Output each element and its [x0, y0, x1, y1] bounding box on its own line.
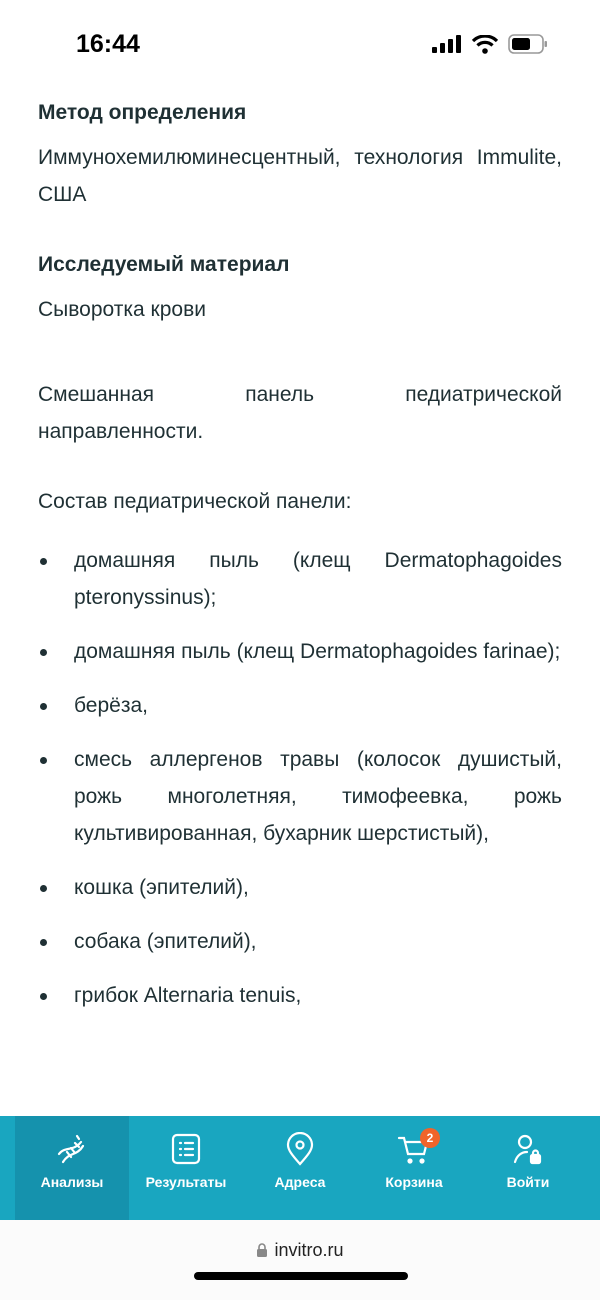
dna-icon — [55, 1132, 89, 1166]
list-item: грибок Alternaria tenuis, — [38, 977, 562, 1014]
list-item: собака (эпителий), — [38, 923, 562, 960]
lock-icon — [256, 1242, 268, 1257]
list-item: кошка (эпителий), — [38, 869, 562, 906]
material-text: Сыворотка крови — [38, 298, 206, 321]
nav-item-login[interactable] — [471, 1116, 585, 1220]
composition-title: Состав педиатрической панели: — [38, 490, 352, 513]
panel-description: Смешанная панель педиатрической направленности. — [38, 383, 562, 443]
url-text: invitro.ru — [274, 1240, 344, 1260]
nav-item-analyses[interactable] — [15, 1116, 129, 1220]
nav-label: Анализы — [40, 1174, 104, 1190]
nav-label: Адреса — [274, 1174, 326, 1190]
material-heading: Исследуемый материал — [38, 253, 290, 276]
list-icon — [169, 1132, 203, 1166]
nav-item-cart[interactable] — [357, 1116, 471, 1220]
composition-list — [38, 542, 562, 1014]
list-item: домашняя пыль (клещ Dermatophagoides farinae); — [38, 633, 562, 670]
list-item: смесь аллергенов травы (колосок душистый, рожь многолетняя, тимофеевка, рожь культивированная, бухарник шерстистый), — [38, 741, 562, 852]
method-text: Иммунохемилюминесцентный, технология Immulite, США — [38, 146, 562, 206]
home-indicator[interactable] — [194, 1272, 408, 1280]
cart-badge: 2 — [420, 1128, 440, 1148]
nav-item-addresses[interactable] — [243, 1116, 357, 1220]
wifi-icon — [472, 35, 498, 54]
user-lock-icon — [511, 1132, 545, 1166]
browser-address-bar — [0, 1220, 600, 1300]
bottom-nav — [0, 1116, 600, 1220]
nav-label: Войти — [506, 1174, 550, 1190]
location-pin-icon — [283, 1132, 317, 1166]
cellular-signal-icon — [432, 35, 462, 53]
nav-label: Результаты — [145, 1174, 227, 1190]
test-details — [38, 95, 562, 1014]
nav-label: Корзина — [385, 1174, 443, 1190]
status-time: 16:44 — [76, 30, 140, 58]
nav-item-results[interactable] — [129, 1116, 243, 1220]
battery-icon — [508, 34, 548, 54]
list-item: домашняя пыль (клещ Dermatophagoides pteronyssinus); — [38, 542, 562, 616]
status-bar — [0, 0, 600, 80]
list-item: берёза, — [38, 687, 562, 724]
method-heading: Метод определения — [38, 101, 247, 124]
url-display[interactable] — [0, 1240, 600, 1261]
